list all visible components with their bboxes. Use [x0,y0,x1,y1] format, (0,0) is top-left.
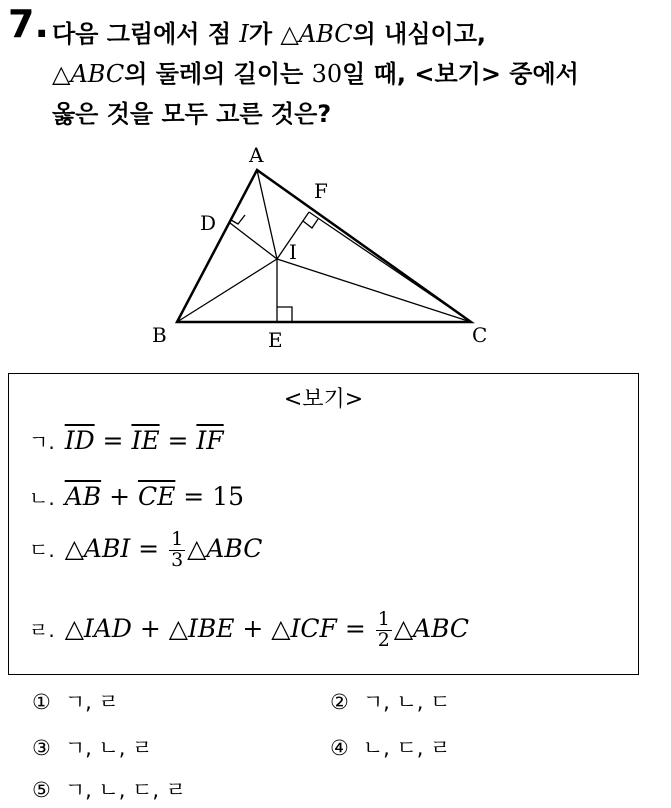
triangle-figure [0,0,671,370]
expression-lhs: △ABI = [64,533,168,563]
choice-number: ② [330,690,349,714]
fraction-numerator: 1 [171,528,184,550]
label-b: B [152,323,167,347]
bogi-box [8,373,639,675]
segment-term: $\overline{ID}$ [64,426,95,455]
triangle-expression: △ABC [52,60,125,88]
fraction-numerator: 1 [377,608,390,630]
expression-lhs: △IAD + △IBE + △ICF = [64,613,374,643]
expression-rhs: △ABC [187,533,263,563]
choice-number: ⑤ [32,778,51,802]
choice-4[interactable] [330,732,450,762]
label-a: A [249,143,264,167]
choice-5[interactable] [32,774,186,804]
question-text: 가 [248,20,281,48]
segment-term: $\overline{IE}$ [131,426,160,455]
right-angle-e [277,307,292,322]
choice-text: ㄱ, ㄴ, ㄹ [64,736,153,760]
fraction-denominator: 2 [377,628,390,651]
right-angle-f [303,219,318,228]
label-c: C [472,323,488,347]
fraction-denominator: 3 [171,548,184,571]
question-text: 일 때, <보기> 중에서 [342,60,579,88]
choice-text: ㄱ, ㄴ, ㄷ [362,690,451,714]
question-text: 의 내심이고, [352,20,487,48]
bogi-item-4 [29,610,469,651]
bogi-item-3 [29,530,262,571]
question-line-3: 옳은 것을 모두 고른 것은? [52,100,332,128]
bogi-title: <보기> [283,387,364,412]
label-d: D [200,211,217,235]
segment-term: $\overline{IF}$ [196,426,224,455]
operator: + [101,482,138,511]
operator: = 15 [175,482,245,511]
question-number: 7. [8,2,49,46]
segment-bi [177,259,277,322]
question-text: 다음 그림에서 점 [52,20,240,48]
perimeter-value: 30 [311,60,343,88]
label-f: F [314,179,328,203]
segment-term: $\overline{AB}$ [64,482,102,511]
fraction [169,530,185,571]
item-label: ㄱ. [29,430,55,454]
choice-text: ㄴ, ㄷ, ㄹ [362,736,451,760]
operator: = [159,426,197,455]
incenter-variable: I [239,20,249,48]
expression-rhs: △ABC [393,613,470,643]
choice-number: ③ [32,736,51,760]
segment-cf-helper [309,212,471,322]
choice-2[interactable] [330,686,450,716]
choice-3[interactable] [32,732,152,762]
choice-text: ㄱ, ㄹ [64,690,119,714]
choice-number: ④ [330,736,349,760]
bogi-item-2 [29,482,244,511]
bogi-item-1 [29,426,224,455]
fraction [376,610,392,651]
question-text: 의 둘레의 길이는 [124,60,312,88]
triangle-expression: △ABC [280,20,353,48]
choice-number: ① [32,690,51,714]
item-label: ㄷ. [29,537,55,562]
label-i: I [289,240,297,264]
item-label: ㄹ. [29,617,55,642]
segment-ci [277,259,471,322]
label-e: E [268,328,283,352]
item-label: ㄴ. [29,486,55,510]
operator: = [94,426,132,455]
choice-text: ㄱ, ㄴ, ㄷ, ㄹ [64,778,187,802]
choice-1[interactable] [32,686,119,716]
segment-term: $\overline{CE}$ [137,482,176,511]
